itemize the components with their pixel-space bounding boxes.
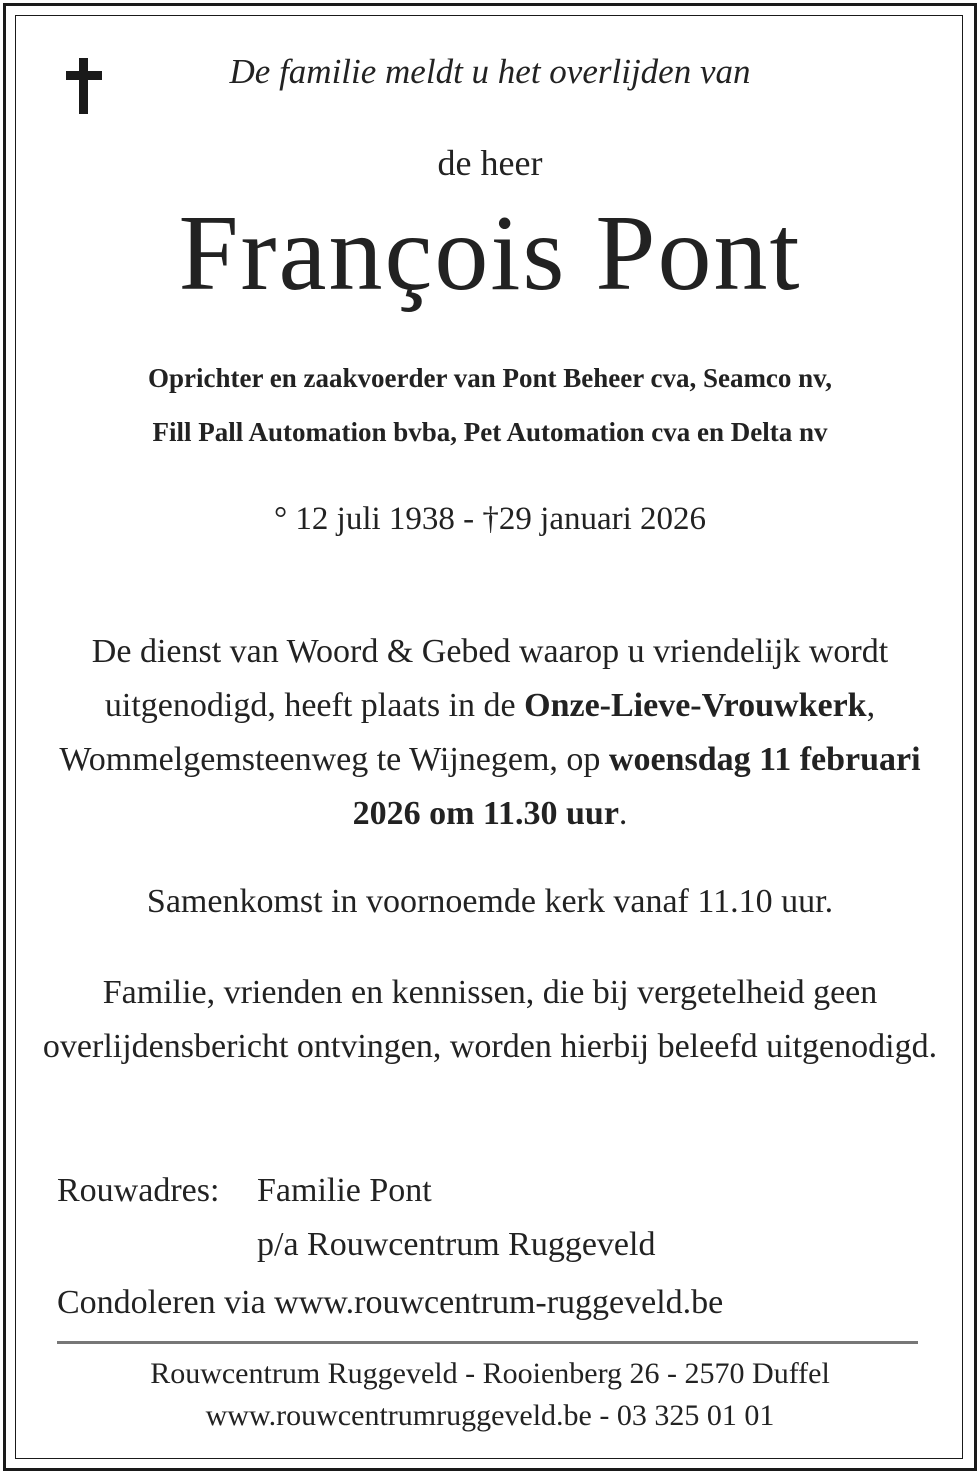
service-text-2: , Wommelgemsteenweg te Wijnegem, op — [59, 687, 876, 778]
role-line-2: Fill Pall Automation bvba, Pet Automation cva en Delta nv — [152, 417, 828, 447]
church-name: Onze-Lieve-Vrouwkerk — [524, 687, 867, 724]
deceased-name: François Pont — [178, 194, 802, 313]
service-paragraph — [40, 625, 940, 841]
date-separator: - — [463, 501, 475, 537]
death-date: 29 januari 2026 — [498, 501, 707, 537]
birth-symbol: ° — [273, 501, 288, 537]
service-text-1: De dienst van Woord & Gebed waarop u vriendelijk wordt uitgenodigd, heeft plaats in de — [91, 633, 889, 724]
role-line-1: Oprichter en zaakvoerder van Pont Beheer cva, Seamco nv, — [148, 363, 832, 393]
footer-address: Rouwcentrum Ruggeveld - Rooienberg 26 - 2570 Duffel — [150, 1357, 830, 1390]
condolence-link[interactable]: Condoleren via www.rouwcentrum-ruggeveld.be — [57, 1284, 724, 1321]
address-label: Rouwadres: — [57, 1172, 220, 1209]
life-dates — [40, 501, 940, 538]
birth-date: 12 juli 1938 — [295, 501, 455, 537]
divider — [57, 1341, 918, 1344]
cross-icon — [66, 58, 102, 114]
footer-contact: www.rouwcentrumruggeveld.be - 03 325 01 01 — [205, 1399, 775, 1432]
service-datetime: woensdag 11 februari 2026 om 11.30 uur — [352, 741, 921, 832]
invitation-text: Familie, vrienden en kennissen, die bij vergetelheid geen overlijdensbericht ontvingen, worden hierbij beleefd uitgenodigd. — [42, 974, 938, 1065]
death-symbol: † — [482, 501, 499, 537]
intro-text: De familie meldt u het overlijden van — [229, 52, 751, 91]
honorific: de heer — [437, 143, 543, 183]
address-line-1: Familie Pont — [257, 1172, 432, 1209]
address-line-2: p/a Rouwcentrum Ruggeveld — [257, 1226, 656, 1263]
service-text-3: . — [618, 795, 628, 832]
gathering-text: Samenkomst in voornoemde kerk vanaf 11.10 uur. — [146, 883, 834, 920]
